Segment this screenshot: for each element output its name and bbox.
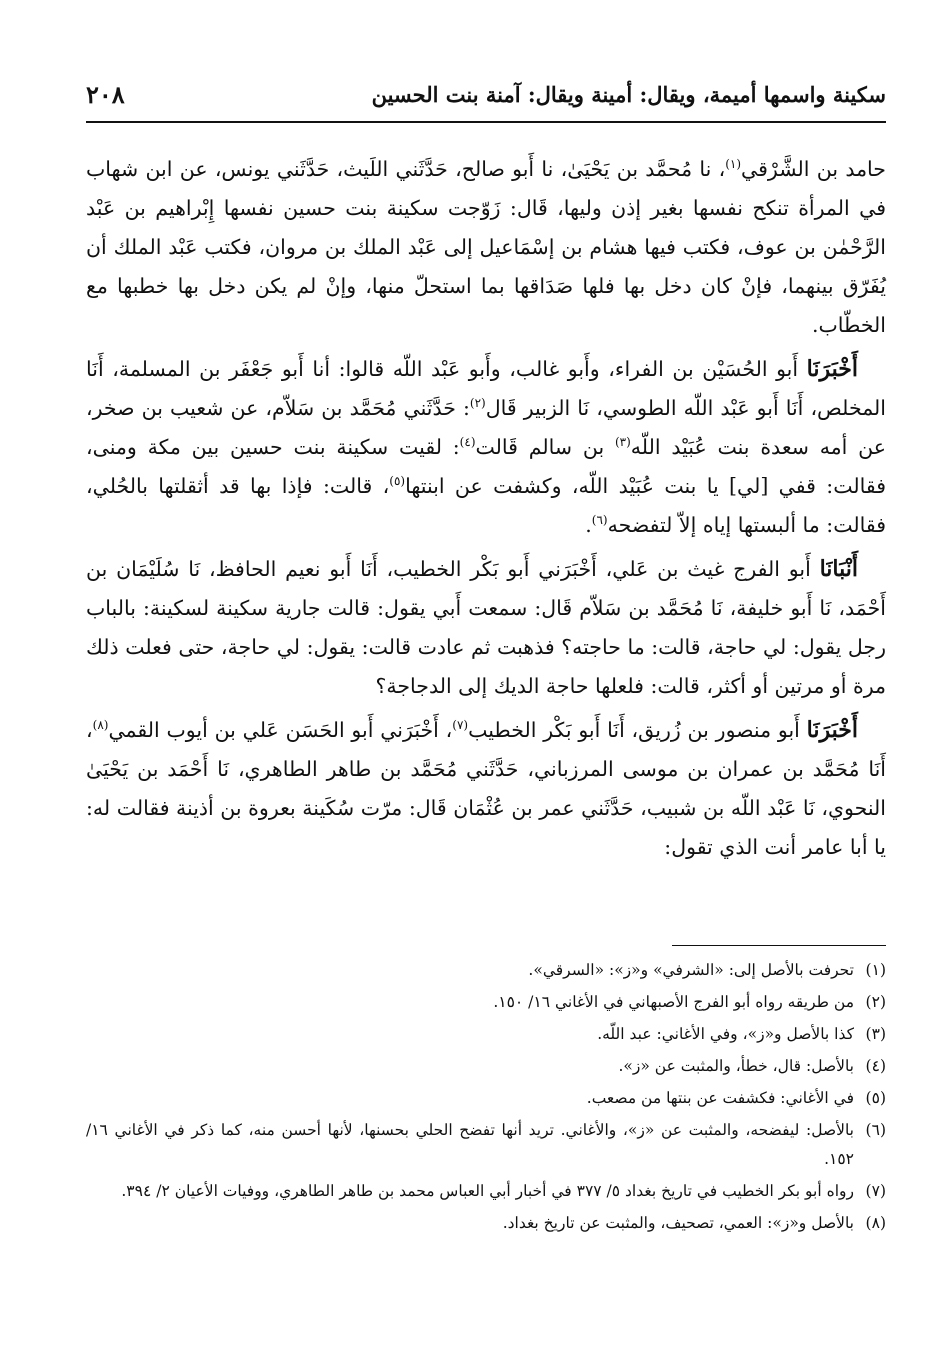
paragraph-3: أَنْبَانَا أَبو الفرج غيث بن عَلي، أَخْبَرَني أَبو بَكْر الخطيب، أَنَا أَبو نعيم الحافظ، نَا سُلَيْمَان بن أَحْمَد، نَا أَبو خليفة، نَا مُحَمَّد بن سَلاّم قَال: سمعت أَبي يقول: قالت جارية سكينة لسكينة: بالباب رجل يقول: لي حاجة، قالت: ما حاجته؟ فذهبت ثم عادت قالت: يقول: لي حاجة، حتى فعلت ذلك مرة أو مرتين أو أكثر، قالت: فلعلها حاجة الديك إلى الدجاجة؟: [86, 556, 886, 698]
footnote-text: في الأغاني: فكشفت عن بنتها من مصعب.: [586, 1089, 854, 1107]
footnote: [86, 1209, 886, 1238]
footnotes: [86, 956, 886, 1241]
footnote-ref: (٥): [389, 474, 406, 489]
footnote: [86, 1052, 886, 1081]
footnote: [86, 1020, 886, 1049]
footnote-text: تحرفت بالأصل إلى: «الشرفي» و«ز»: «السرقي».: [528, 961, 854, 979]
footnote-number: (٥): [865, 1089, 886, 1107]
paragraph-1: حامد بن الشَّرْقي$^{(١)}$، نا مُحمَّد بن يَحْيَىٰ، نا أَبو صالح، حَدَّثَني اللَيث، حَدَّثَني يونس، عن ابن شهاب في المرأة تنكح نفسها بغير إذن وليها، قَال: زَوّجت سكينة بنت حسين نفسها إِبْراهيم بن عَبْد الرَّحْمٰن بن عوف، فكتب فيها هشام بن إسْمَاعيل إلى عَبْد الملك بن مروان، فكتب عَبْد الملك أن يُفَرّق بينهما، فإنْ كان دخل بها فلها صَدَاقها بما استحلّ منها، وإنْ لم يكن دخل بها خطبها مع الخطّاب.: [86, 157, 886, 337]
footnote-number: (٦): [865, 1121, 886, 1139]
footnote: [86, 1116, 886, 1174]
footnote-text: كذا بالأصل و«ز»، وفي الأغاني: عبد اللّه.: [597, 1025, 854, 1043]
narration-keyword: أَخْبَرَنَا: [806, 356, 858, 382]
footnote-ref: (٣): [614, 435, 631, 450]
footnote-ref: (١): [725, 157, 742, 172]
footnote-ref: (٤): [459, 435, 476, 450]
footnote-text: من طريقه رواه أبو الفرج الأصبهاني في الأغاني ١٦/ ١٥٠.: [493, 993, 854, 1011]
footnote-ref: (٧): [452, 718, 469, 733]
footnote-text: بالأصل: ليفضحه، والمثبت عن «ز»، والأغاني. تريد أنها تفضح الحلي بحسنها، لأنها أحسن منه، كما ذكر في الأغاني ١٦/ ١٥٢.: [86, 1121, 854, 1168]
footnote-number: (٣): [865, 1025, 886, 1043]
footnote-number: (٧): [865, 1182, 886, 1200]
footnote: [86, 956, 886, 985]
footnote-separator: [672, 945, 886, 946]
footnote-ref: (٨): [92, 718, 109, 733]
page-number: ٢٠٨: [86, 79, 125, 109]
narration-keyword: أَخْبَرَنَا: [806, 717, 858, 743]
footnote-text: بالأصل و«ز»: العمي، تصحيف، والمثبت عن تاريخ بغداد.: [502, 1214, 854, 1232]
narration-keyword: أَنْبَانَا: [819, 556, 858, 582]
footnote-text: رواه أبو بكر الخطيب في تاريخ بغداد ٥/ ٣٧٧ في أخبار أبي العباس محمد بن طاهر الطاهري، ووفيات الأعيان ٢/ ٣٩٤.: [121, 1182, 854, 1200]
footnote: [86, 1177, 886, 1206]
footnote-ref: (٦): [591, 513, 608, 528]
main-text: [86, 150, 886, 872]
footnote-number: (٢): [865, 993, 886, 1011]
paragraph-2: أَخْبَرَنَا أَبو الحُسَيْن بن الفراء، وأَبو غالب، وأَبو عَبْد اللّه قالوا: أنا أَبو جَعْفَر بن المسلمة، أَنَا المخلص، أَنَا أَبو عَبْد اللّه الطوسي، نَا الزبير قَال$^{(٢)}$: حَدَّثَني مُحَمَّد بن سَلاّم، عن شعيب بن صخر، عن أمه سعدة بنت عُبَيْد اللّه$^{(٣)}$ بن سالم قَالت$^{(٤)}$: لقيت سكينة بنت حسين بين مكة ومنى، فقالت: قفي [لي] يا بنت عُبَيْد اللّه، وكشفت عن ابنتها$^{(٥)}$، قالت: فإذا بها قد أثقلتها بالحُلي، فقالت: ما ألبستها إياه إلاّ لتفضحه$^{(٦)}$.: [86, 356, 886, 537]
footnote-number: (٨): [865, 1214, 886, 1232]
footnote-text: بالأصل: قال، خطأ، والمثبت عن «ز».: [618, 1057, 854, 1075]
footnote: [86, 1084, 886, 1113]
footnote-number: (٤): [865, 1057, 886, 1075]
footnote-ref: (٢): [469, 396, 486, 411]
running-title: سكينة واسمها أميمة، ويقال: أمينة ويقال: آمنة بنت الحسين: [371, 81, 886, 107]
footnote: [86, 988, 886, 1017]
header-rule: [86, 121, 886, 123]
paragraph-4: أَخْبَرَنَا أَبو منصور بن زُريق، أَنَا أَبو بَكْر الخطيب$^{(٧)}$، أَخْبَرَني أَبو الحَسَن عَلي بن أيوب القمي$^{(٨)}$، أَنَا مُحَمَّد بن عمران بن موسى المرزباني، حَدَّثَني مُحَمَّد بن طاهر الطاهري، نَا أَحْمَد بن يَحْيَىٰ النحوي، نَا عَبْد اللّه بن شبيب، حَدَّثَني عمر بن عُثْمَان قَال: مرّت سُكَينة بعروة بن أذينة فقالت له: يا أبا عامر أنت الذي تقول:: [86, 717, 886, 859]
footnote-number: (١): [865, 961, 886, 979]
page-header: [86, 70, 886, 118]
